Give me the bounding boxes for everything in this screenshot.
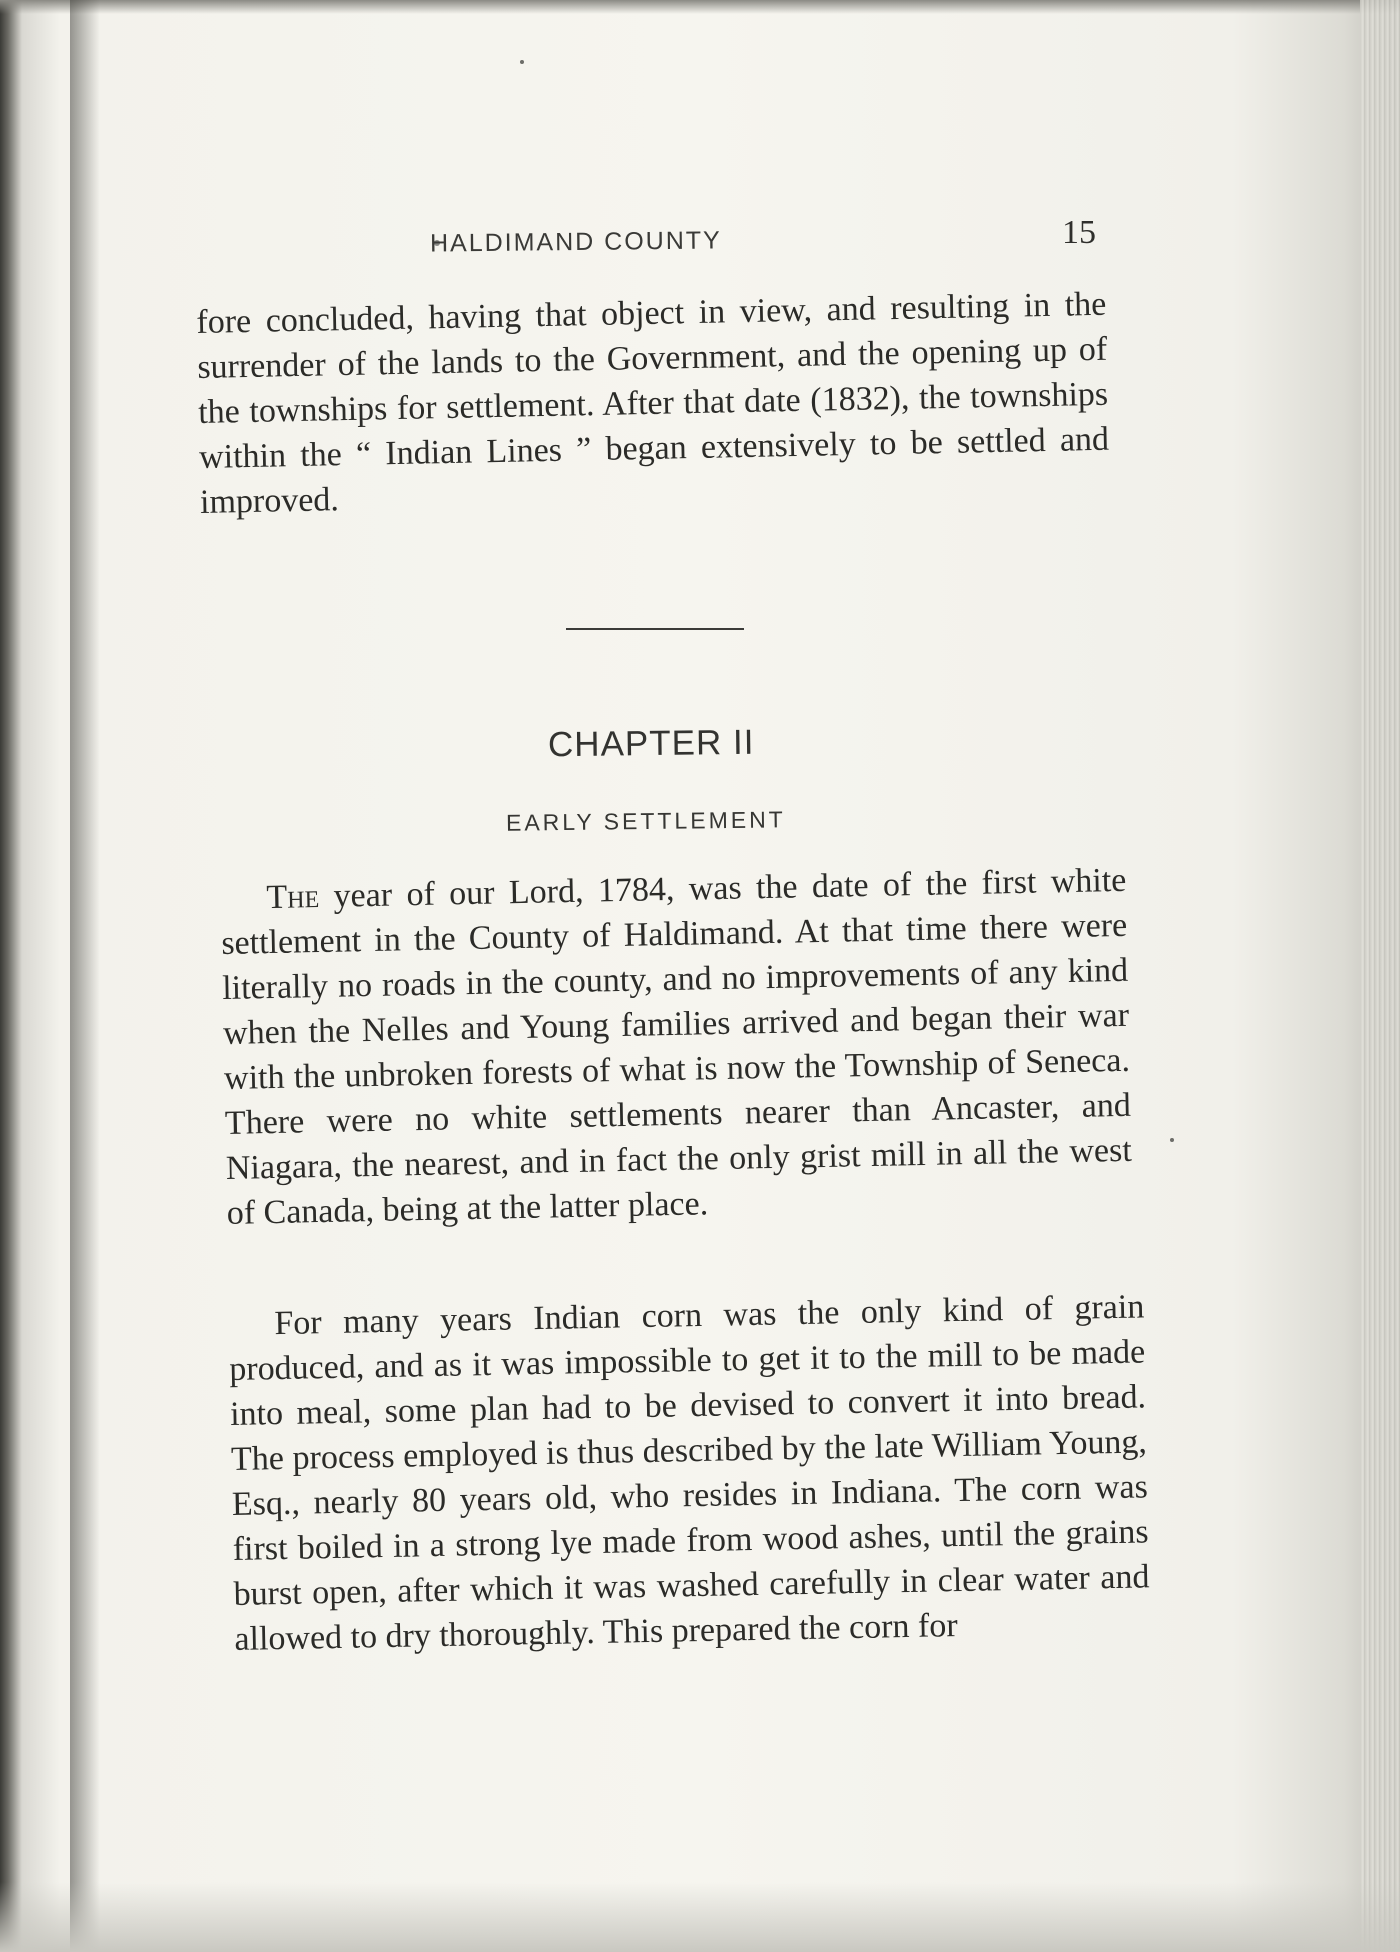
page-top-edge [0,0,1400,14]
continuation-paragraph [196,282,1110,525]
paper-speck [520,60,524,64]
section-divider [566,628,744,630]
first-paragraph-text [220,858,1133,1236]
page-number: 15 [1062,214,1096,251]
chapter-subtitle: EARLY SETTLEMENT [505,806,786,836]
paper-speck [1170,1138,1174,1142]
drop-lead-word: The [266,878,320,917]
first-paragraph [220,858,1133,1236]
spine-shadow [70,0,100,1952]
first-paragraph-body: year of our Lord, 1784, was the date of the first white settlement in the County of Haldimand. At that time there were literally no roads in the county, and no improvements of any kind when the Nelles and Young families arrived and began their war with the unbroken forests of what is now the Township of Seneca. There were no white settlements nearer than Ancaster, and Niagara, the nearest, and in fact the only grist mill in all the west of Canada, being at the latter place. [220,861,1133,1232]
second-paragraph [228,1284,1151,1662]
chapter-title: CHAPTER II [547,722,755,765]
page-fore-edge [1360,0,1400,1952]
page-bottom-edge [0,1882,1400,1952]
second-paragraph-text: For many years Indian corn was the only kind of grain produced, and as it was impossible to get it to the mill to be made into meal, some plan had to be devised to convert it into bread. The process employed is thus described by the late William Young, Esq., nearly 80 years old, who resides in Indiana. The corn was first boiled in a strong lye made from wood ashes, until the grains burst open, after which it was washed carefully in clear water and allowed to dry thoroughly. This prepared the corn for [228,1288,1150,1658]
running-head: HALDIMAND COUNTY [429,226,722,258]
continuation-text: fore concluded, having that object in view, and resulting in the surrender of the lands to the Government, and the opening up of the townships for settlement. After that date (1832), the townships within the “ Indian Lines ” began extensively to be settled and improved. [196,285,1110,521]
